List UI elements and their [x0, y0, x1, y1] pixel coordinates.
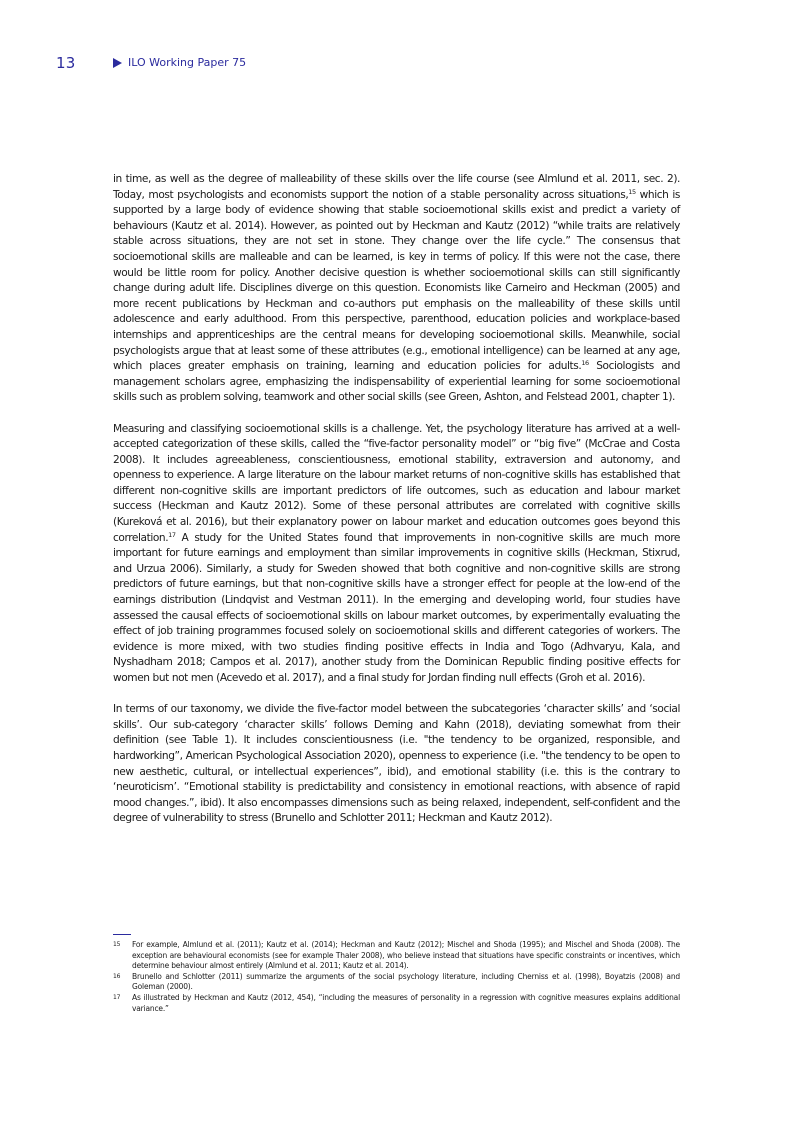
- footnote-number: 17: [113, 993, 121, 1001]
- body-text: [113, 172, 680, 843]
- footnote-text: As illustrated by Heckman and Kautz (2012, 454), “including the measures of personality in a regression with cognitive measures explains additional variance.”: [132, 992, 680, 1013]
- footnote-17: [113, 993, 680, 1014]
- publication-title: ILO Working Paper 75: [128, 56, 247, 69]
- triangle-bullet-icon: [113, 58, 122, 68]
- paragraph-1: [113, 172, 680, 406]
- footnote-15: [113, 940, 680, 972]
- footnote-divider: [113, 934, 131, 935]
- footnote-ref-15[interactable]: 15: [628, 187, 636, 196]
- footnote-number: 15: [113, 941, 121, 948]
- footnote-ref-16[interactable]: 16: [581, 359, 589, 368]
- paragraph-2-text-a: Measuring and classifying socioemotional skills is a challenge. Yet, the psychology literature has arrived at a well-accepted categorization of these skills, called the “five-factor personality model” or “big five” (McCrae and Costa 2008). It includes agreeableness, conscientiousness, emotional stability, extraversion and autonomy, and openness to experience. A large literature on the labour market returns of non-cognitive skills has established that different non-cognitive skills are important predictors of life outcomes, such as education and labour market success (Heckman and Kautz 2012). Some of these personal attributes are correlated with cognitive skills (Kureková et al. 2016), but their explanatory power on labour market and education outcomes goes beyond this correlation.: [113, 422, 680, 544]
- paragraph-1-text-b: which is supported by a large body of evidence showing that stable socioemotional skills exist and predict a variety of behaviours (Kautz et al. 2014). However, as pointed out by Heckman and Kautz (2012) “while traits are relatively stable across situations, they are not set in stone. They change over the life cycle.” The consensus that socioemotional skills are malleable and can be learned, is key in terms of policy. If this were not the case, there would be little room for policy. Another decisive question is whether socioemotional skills can still significantly change during adult life. Disciplines diverge on this question. Economists like Carneiro and Heckman (2005) and more recent publications by Heckman and co-authors put emphasis on the malleability of these skills until adolescence and early adulthood. From this perspective, parenthood, education policies and workplace-based internships and apprenticeships are the central means for developing socioemotional skills. Meanwhile, social psychologists argue that at least some of these attributes (e.g., emotional intelligence) can be learned at any age, which places greater emphasis on training, learning and education policies for adults.: [113, 188, 680, 373]
- paragraph-1-text-a: in time, as well as the degree of malleability of these skills over the life course (see Almlund et al. 2011, sec. 2). Today, most psychologists and economists support the notion of a stable personality across situations,: [113, 173, 680, 201]
- running-header: [113, 56, 246, 69]
- footnote-16: [113, 972, 680, 993]
- page-number: 13: [56, 54, 76, 72]
- footnote-ref-17[interactable]: 17: [168, 530, 176, 539]
- footnotes: [113, 940, 680, 1014]
- paragraph-2: [113, 422, 680, 687]
- footnote-text: Brunello and Schlotter (2011) summarize the arguments of the social psychology literature, including Cherniss et al. (1998), Boyatzis (2008) and Goleman (2000).: [132, 971, 680, 992]
- footnote-text: For example, Almlund et al. (2011); Kautz et al. (2014); Heckman and Kautz (2012); Mischel and Shoda (1995); and Mischel and Shoda (2008). The exception are behavioural economists (see for example Thaler 2008), who believe instead that situations have specific constraints or incentives, which determine behaviour almost entirely (Almlund et al. 2011; Kautz et al. 2014).: [132, 940, 680, 971]
- paragraph-2-text-b: A study for the United States found that improvements in non-cognitive skills are much more important for future earnings and employment than similar improvements in cognitive skills (Heckman, Stixrud, and Urzua 2006). Similarly, a study for Sweden showed that both cognitive and non-cognitive skills are strong predictors of future earnings, but that non-cognitive skills have a stronger effect for people at the low-end of the earnings distribution (Lindqvist and Vestman 2011). In the emerging and developing world, four studies have assessed the causal effects of socioemotional skills on labour market outcomes, by experimentally evaluating the effect of job training programmes focused solely on socioemotional skills and different categories of workers. The evidence is more mixed, with two studies finding positive effects in India and Togo (Adhvaryu, Kala, and Nyshadham 2018; Campos et al. 2017), another study from the Dominican Republic finding positive effects for women but not men (Acevedo et al. 2017), and a final study for Jordan finding null effects (Groh et al. 2016).: [113, 531, 680, 684]
- footnote-number: 16: [113, 972, 121, 980]
- paragraph-3: In terms of our taxonomy, we divide the five-factor model between the subcategories ‘character skills’ and ‘social skills’. Our sub-category ‘character skills’ follows Deming and Kahn (2018), deviating somewhat from their definition (see Table 1). It includes conscientiousness (i.e. "the tendency to be organized, responsible, and hardworking”, American Psychological Association 2020), openness to experience (i.e. "the tendency to be open to new aesthetic, cultural, or intellectual experiences”, ibid), and emotional stability (i.e. this is the contrary to ‘neuroticism’. “Emotional stability is predictability and consistency in emotional reactions, with absence of rapid mood changes.”, ibid). It also encompasses dimensions such as being relaxed, independent, self-confident and the degree of vulnerability to stress (Brunello and Schlotter 2011; Heckman and Kautz 2012).: [113, 703, 680, 825]
- paragraph-1-text-c: Sociologists and management scholars agree, emphasizing the indispensability of experiential learning for some socioemotional skills such as problem solving, teamwork and other social skills (see Green, Ashton, and Felstead 2001, chapter 1).: [113, 360, 680, 404]
